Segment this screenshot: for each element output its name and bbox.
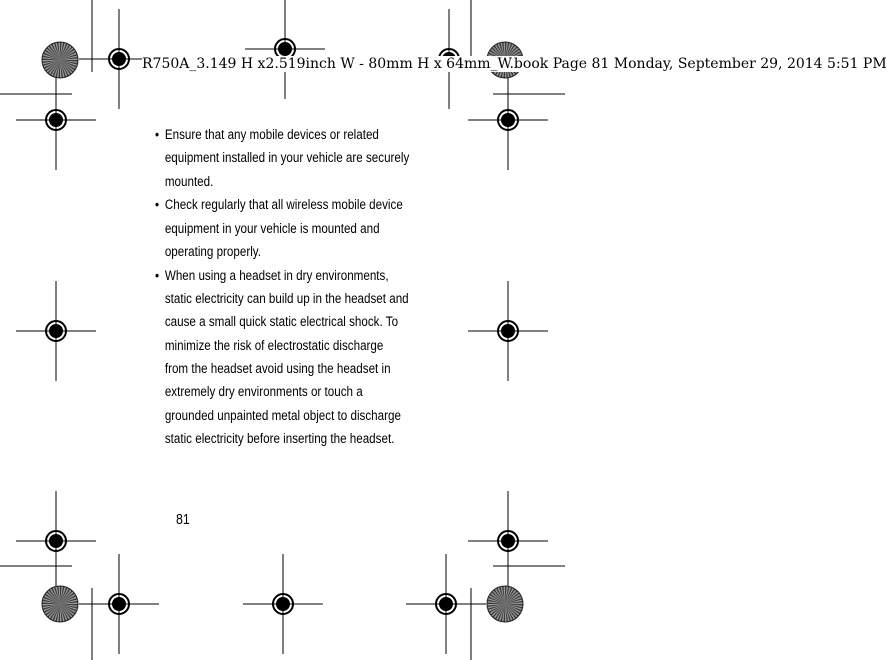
bullet-icon: • bbox=[155, 267, 160, 284]
bullet-line: Ensure that any mobile devices or related bbox=[164, 127, 379, 143]
page-number: 81 bbox=[176, 512, 190, 528]
bullet-icon: • bbox=[155, 127, 160, 143]
bullet-line: operating properly. bbox=[164, 243, 261, 260]
bullet-item bbox=[155, 124, 435, 194]
registration-mark-icon bbox=[16, 70, 96, 170]
registration-mark-icon bbox=[16, 491, 96, 591]
registration-mark-icon bbox=[16, 281, 96, 381]
registration-mark-icon bbox=[245, 0, 325, 99]
registration-mark-icon bbox=[468, 491, 548, 591]
registration-mark-icon bbox=[468, 70, 548, 170]
bullet-line: static electricity can build up in the headset and bbox=[164, 291, 409, 308]
safety-bullet-list bbox=[155, 124, 435, 452]
registration-mark-icon bbox=[406, 554, 486, 654]
bullet-item bbox=[155, 265, 435, 451]
color-wheel-icon bbox=[42, 586, 78, 622]
color-wheel-icon bbox=[42, 42, 78, 78]
bullet-line: extremely dry environments or touch a bbox=[164, 384, 363, 401]
bullet-line: minimize the risk of electrostatic discharge bbox=[164, 337, 384, 354]
bullet-line: cause a small quick static electrical shock. To bbox=[164, 314, 399, 331]
bullet-line: from the headset avoid using the headset in bbox=[164, 360, 391, 377]
bullet-item bbox=[155, 194, 435, 264]
bullet-line: equipment installed in your vehicle are securely bbox=[164, 150, 410, 167]
slug-line: R750A_3.149 H x2.519inch W - 80mm H x 64mm_W.book Page 81 Monday, September 29, 2014 5:51 PM bbox=[142, 56, 887, 72]
bullet-line: When using a headset in dry environments, bbox=[164, 267, 389, 284]
color-wheel-icon bbox=[487, 586, 523, 622]
registration-mark-icon bbox=[79, 554, 159, 654]
bullet-line: static electricity before inserting the headset. bbox=[164, 430, 395, 447]
bullet-line: Check regularly that all wireless mobile device bbox=[164, 197, 403, 214]
registration-mark-icon bbox=[243, 554, 323, 654]
bullet-icon: • bbox=[155, 197, 160, 214]
bullet-line: grounded unpainted metal object to discharge bbox=[164, 407, 401, 424]
bullet-line: equipment in your vehicle is mounted and bbox=[164, 220, 380, 237]
registration-mark-icon bbox=[468, 281, 548, 381]
bullet-line: mounted. bbox=[164, 173, 214, 190]
